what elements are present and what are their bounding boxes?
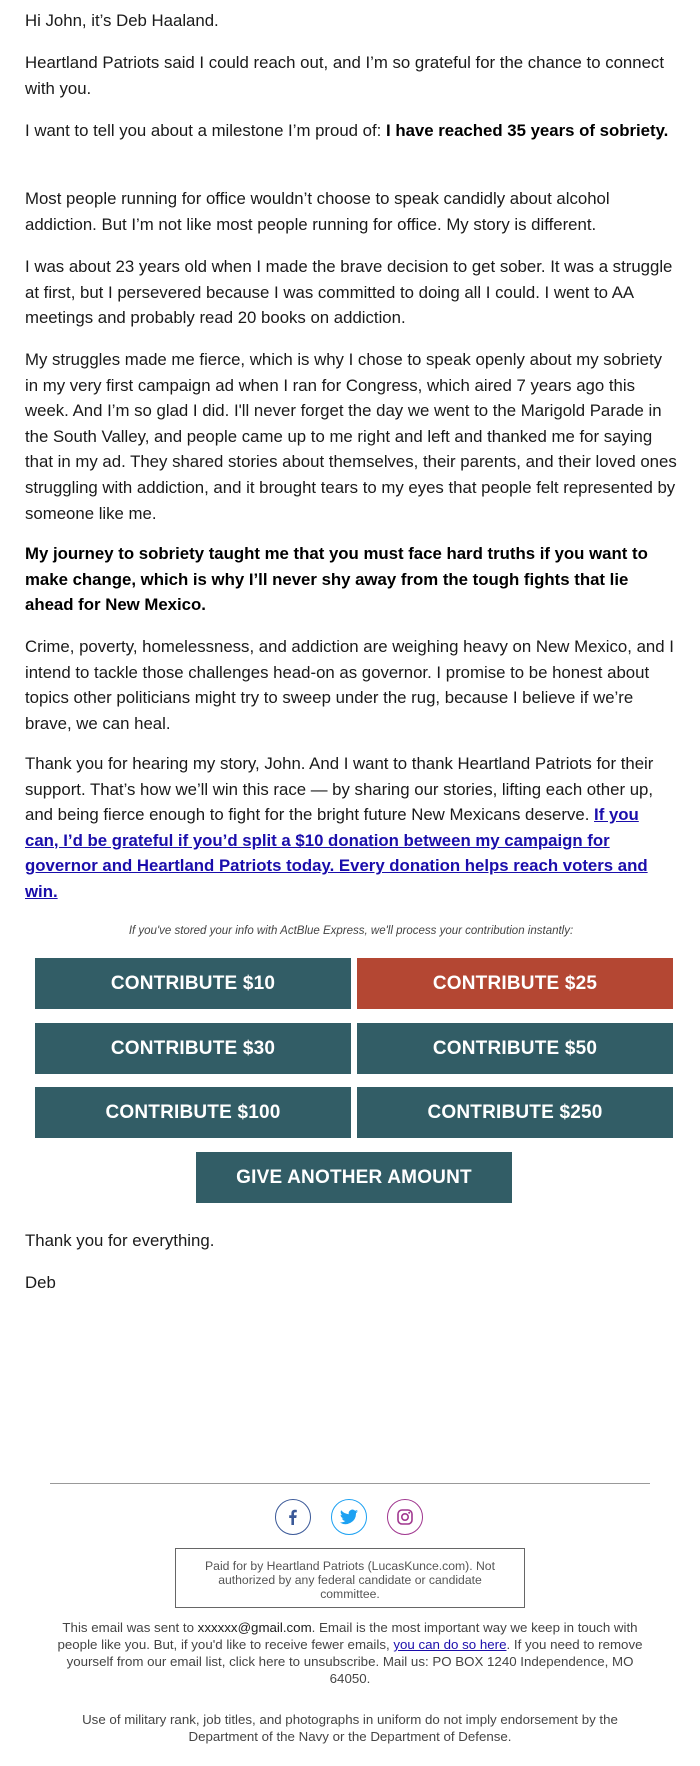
milestone-paragraph (25, 118, 677, 144)
age-paragraph: I was about 23 years old when I made the brave decision to get sober. It was a struggle at first, but I persevered because I was committed to doing all I could. I went to AA meetings and probably read 20 books on addiction. (25, 257, 673, 328)
closing-line: Thank you for everything. (25, 1231, 215, 1250)
paid-for-disclaimer: Paid for by Heartland Patriots (LucasKunce.com). Not authorized by any federal candidate or candidate committee. (175, 1548, 525, 1608)
journey-paragraph (25, 541, 677, 618)
thanks-paragraph (25, 751, 677, 905)
donation-link[interactable]: If you can, I’d be grateful if you’d split a $10 donation between my campaign for governor and Heartland Patriots today. Every donation helps reach voters and win. (25, 805, 648, 901)
fewer-emails-link[interactable]: you can do so here (393, 1637, 507, 1652)
journey-bold: My journey to sobriety taught me that you must face hard truths if you want to make change, which is why I’ll never shy away from the tough fights that lie ahead for New Mexico. (25, 544, 648, 615)
footer-divider (50, 1483, 650, 1484)
milestone-lead: I want to tell you about a milestone I’m proud of: (25, 121, 386, 140)
milestone-bold: I have reached 35 years of sobriety. (386, 121, 669, 140)
twitter-icon (339, 1508, 359, 1526)
contribute-25-button[interactable]: CONTRIBUTE $25 (357, 958, 673, 1009)
contribute-100-button[interactable]: CONTRIBUTE $100 (35, 1087, 351, 1138)
facebook-icon (284, 1508, 302, 1526)
recipient-email: xxxxxx@gmail.com (197, 1620, 312, 1635)
sent-to-pre: This email was sent to (62, 1620, 198, 1635)
unsubscribe-text: . If you need to remove yourself from our email list, click here to unsubscribe. Mail us: PO BOX 1240 Independence, MO 64050. (66, 1637, 643, 1686)
actblue-note: If you've stored your info with ActBlue Express, we'll process your contribution instantly: (128, 925, 574, 937)
contribute-30-button[interactable]: CONTRIBUTE $30 (35, 1023, 351, 1074)
military-disclaimer: Use of military rank, job titles, and photographs in uniform do not imply endorsement by the Department of the Navy or the Department of Defense. (82, 1712, 618, 1744)
candid-paragraph: Most people running for office wouldn’t choose to speak candidly about alcohol addiction. But I’m not like most people running for office. My story is different. (25, 189, 610, 234)
instagram-icon (396, 1508, 414, 1526)
give-another-amount-button[interactable]: GIVE ANOTHER AMOUNT (196, 1152, 512, 1203)
sent-to-post: . Email is the most important way we keep in touch with people like you. But, if you'd like to receive fewer emails, (57, 1620, 638, 1652)
instagram-link[interactable] (387, 1499, 423, 1535)
facebook-link[interactable] (275, 1499, 311, 1535)
twitter-link[interactable] (331, 1499, 367, 1535)
footer-email-notice (50, 1619, 650, 1687)
contribute-250-button[interactable]: CONTRIBUTE $250 (357, 1087, 673, 1138)
signature: Deb (25, 1273, 56, 1292)
greeting: Hi John, it’s Deb Haaland. (25, 11, 219, 30)
crime-paragraph: Crime, poverty, homelessness, and addiction are weighing heavy on New Mexico, and I intend to tackle those challenges head-on as governor. I promise to be honest about topics other politicians might try to sweep under the rug, because I believe if we’re brave, we can heal. (25, 637, 674, 733)
contribute-10-button[interactable]: CONTRIBUTE $10 (35, 958, 351, 1009)
struggles-paragraph: My struggles made me fierce, which is why I chose to speak openly about my sobriety in my very first campaign ad when I ran for Congress, which aired 7 years ago this week. And I’m so glad I did. I'll never forget the day we went to the Marigold Parade in the South Valley, and people came up to me right and left and thanked me for saying that in my ad. They shared stories about themselves, their parents, and their loved ones struggling with addiction, and it brought tears to my eyes that people felt represented by someone like me. (25, 350, 677, 523)
thanks-text: Thank you for hearing my story, John. And I want to thank Heartland Patriots for their support. That’s how we’ll win this race — by sharing our stories, lifting each other up, and being fierce enough to fight for the bright future New Mexicans deserve. (25, 754, 654, 825)
contribute-50-button[interactable]: CONTRIBUTE $50 (357, 1023, 673, 1074)
intro-paragraph: Heartland Patriots said I could reach out, and I’m so grateful for the chance to connect with you. (25, 53, 664, 98)
